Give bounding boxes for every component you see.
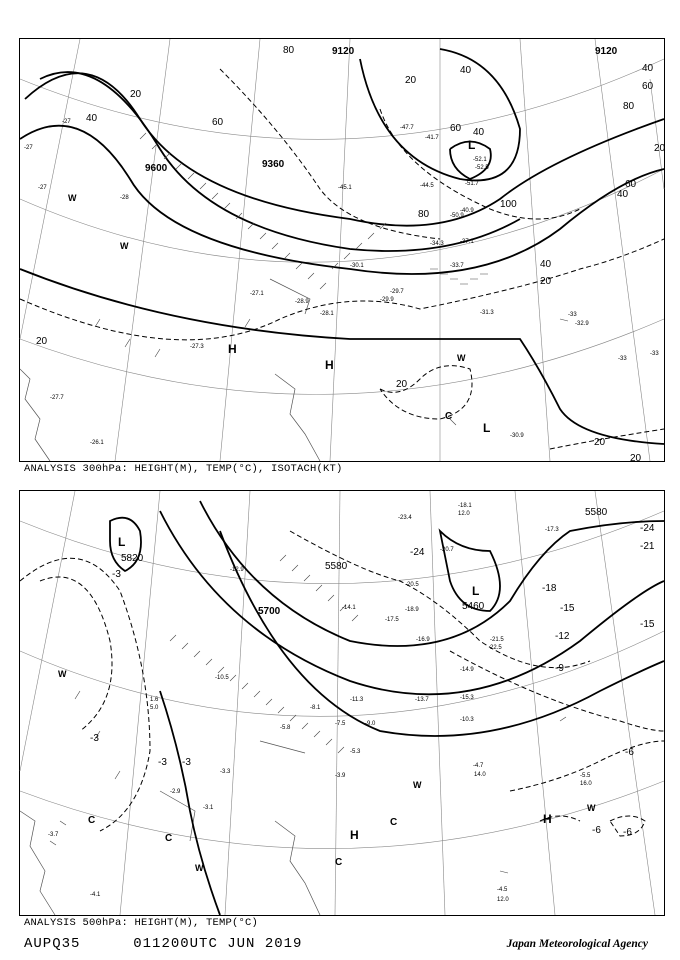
station-value: -45.1	[338, 185, 352, 191]
height-label: 5580	[325, 561, 348, 572]
station-value: -41.7	[425, 135, 439, 141]
station-value: 12.0	[458, 511, 470, 517]
station-value: -3.3	[220, 769, 231, 775]
station-value: -44.5	[420, 183, 434, 189]
station-value: -8.1	[310, 705, 321, 711]
station-value: -10.5	[215, 675, 229, 681]
station-value: -14.1	[342, 605, 356, 611]
high-pressure-marker: H	[228, 342, 237, 356]
station-value: -20.7	[440, 547, 454, 553]
station-value: -29.9	[380, 297, 394, 303]
station-value: -34.3	[430, 241, 444, 247]
station-value: -30.1	[350, 263, 364, 269]
bulletin-code: AUPQ35	[24, 936, 81, 952]
height-label: 9120	[595, 46, 618, 57]
height-labels	[145, 46, 618, 174]
station-value: -12.9	[230, 567, 244, 573]
coastlines	[20, 741, 320, 915]
station-value: -21.5	[490, 637, 504, 643]
high-pressure-marker: H	[325, 358, 334, 372]
isotach-label: 100	[500, 199, 517, 210]
station-value: -5.8	[280, 725, 291, 731]
isotach-contours	[20, 69, 664, 449]
cold-marker: C	[88, 815, 96, 826]
station-value: -52.5	[475, 165, 489, 171]
station-value: -27	[62, 119, 71, 125]
station-values	[24, 119, 659, 446]
isotherm-label: -3	[112, 569, 121, 580]
station-value: -28	[120, 195, 129, 201]
isotach-label: 40	[642, 63, 654, 74]
cold-marker: C	[445, 411, 453, 422]
station-value: -27	[24, 145, 33, 151]
station-value: -52.1	[473, 157, 487, 163]
warm-marker: W	[120, 241, 129, 251]
isotach-label: 20	[405, 75, 417, 86]
isotherm-label: -9	[555, 663, 564, 674]
station-value: -33	[618, 356, 627, 362]
station-value: -37.1	[460, 239, 474, 245]
station-value: -27.1	[250, 291, 264, 297]
station-value: -27.3	[190, 344, 204, 350]
station-value: -47.7	[400, 125, 414, 131]
isotach-label: 80	[623, 101, 635, 112]
warm-marker: W	[68, 193, 77, 203]
station-value: -33	[650, 351, 659, 357]
station-value: -50.9	[450, 213, 464, 219]
height-label: 9120	[332, 46, 355, 57]
isotherm-label: -6	[625, 747, 634, 758]
station-value: -32.9	[575, 321, 589, 327]
wind-barb-field	[50, 555, 566, 873]
isotherm-label: -6	[623, 827, 632, 838]
station-value: -28.1	[320, 311, 334, 317]
height-label: 5460	[462, 601, 485, 612]
isotherm-label: -3	[158, 757, 167, 768]
station-value: 22.5	[490, 645, 502, 651]
station-value: -17.3	[545, 527, 559, 533]
isotach-label: 60	[212, 117, 224, 128]
graticule-meridians	[20, 39, 664, 461]
isotach-label: 20	[630, 453, 642, 464]
warm-marker: W	[58, 669, 67, 679]
high-pressure-marker: H	[350, 828, 359, 842]
isotherm-label: -15	[560, 603, 575, 614]
station-value: -2.9	[170, 789, 181, 795]
station-value: -7.5	[335, 721, 346, 727]
isotach-label: 60	[642, 81, 654, 92]
isotach-label: 20	[594, 437, 606, 448]
station-value: -20.5	[405, 582, 419, 588]
isotherm-label: -21	[640, 541, 655, 552]
agency-name: Japan Meteorological Agency	[506, 938, 648, 950]
isotach-label: 20	[396, 379, 408, 390]
station-value: 16.0	[580, 781, 592, 787]
station-value: -14.9	[460, 667, 474, 673]
map-500hpa	[20, 491, 664, 915]
station-value: -31.3	[480, 310, 494, 316]
station-value: -17.5	[385, 617, 399, 623]
isotach-label: 40	[86, 113, 98, 124]
height-label: 5580	[585, 507, 608, 518]
isotherm-label: -3	[182, 757, 191, 768]
station-value: -3.1	[203, 805, 214, 811]
station-value: -4.5	[497, 887, 508, 893]
warm-marker: W	[413, 780, 422, 790]
bulletin-datetime: 011200UTC JUN 2019	[133, 936, 303, 952]
isotherm-label: -18	[542, 583, 557, 594]
station-value: -9.0	[365, 721, 376, 727]
isotach-label: 60	[450, 123, 462, 134]
isotherm-label: -24	[640, 523, 655, 534]
isotach-label: 20	[36, 336, 48, 347]
station-value: -18.9	[405, 607, 419, 613]
height-label: 9600	[145, 163, 168, 174]
station-value: -33.7	[450, 263, 464, 269]
station-value: -29.7	[390, 289, 404, 295]
isotach-label: 20	[540, 276, 552, 287]
warm-marker: W	[195, 863, 204, 873]
map-300hpa	[20, 39, 666, 464]
station-value: -5.5	[580, 773, 591, 779]
station-value: -26.1	[90, 440, 104, 446]
height-label: 5820	[121, 553, 144, 564]
station-value: -51.7	[465, 181, 479, 187]
isotach-label: 40	[540, 259, 552, 270]
caption-300hpa: ANALYSIS 300hPa: HEIGHT(M), TEMP(°C), ISOTACH(KT)	[24, 463, 343, 475]
isotach-label: 40	[617, 189, 629, 200]
station-value: -27.7	[50, 395, 64, 401]
isotach-label: 20	[654, 143, 666, 154]
isotach-label: 80	[283, 45, 295, 56]
isotach-label: 20	[130, 89, 142, 100]
station-value: -18.1	[458, 503, 472, 509]
station-value: 5.0	[150, 705, 159, 711]
isotach-label: 40	[473, 127, 485, 138]
low-pressure-marker: L	[468, 138, 476, 152]
station-value: -11.3	[350, 697, 364, 703]
map-panel-300hpa	[19, 38, 665, 462]
station-value: -28.9	[295, 299, 309, 305]
map-panel-500hpa	[19, 490, 665, 916]
station-value: -16.9	[416, 637, 430, 643]
station-value: -3.7	[48, 832, 59, 838]
bulletin-header	[24, 936, 302, 952]
height-labels	[121, 507, 608, 617]
station-value: -10.3	[460, 717, 474, 723]
station-value: -40.9	[460, 208, 474, 214]
coastlines	[20, 279, 320, 461]
station-value: 1.6	[150, 697, 159, 703]
high-pressure-marker: H	[543, 812, 552, 826]
station-value: -30.9	[510, 433, 524, 439]
height-contours	[20, 49, 664, 444]
isotherm-label: -12	[555, 631, 570, 642]
station-value: -4.7	[473, 763, 484, 769]
isotach-label: 80	[418, 209, 430, 220]
station-value: 12.0	[497, 897, 509, 903]
low-pressure-marker: L	[483, 421, 491, 435]
station-value: -4.1	[90, 892, 101, 898]
warm-marker: W	[587, 803, 596, 813]
isotherm-label: -3	[90, 733, 99, 744]
height-label: 9360	[262, 159, 285, 170]
caption-500hpa: ANALYSIS 500hPa: HEIGHT(M), TEMP(°C)	[24, 917, 259, 929]
station-value: -23.4	[398, 515, 412, 521]
low-pressure-marker: L	[118, 535, 126, 549]
station-value: -13.7	[415, 697, 429, 703]
low-pressure-marker: L	[472, 584, 480, 598]
station-value: -5.3	[350, 749, 361, 755]
graticule-parallels	[20, 59, 664, 394]
station-value: -33	[568, 312, 577, 318]
station-value: 14.0	[474, 772, 486, 778]
isotherm-label: -15	[640, 619, 655, 630]
cold-marker: C	[335, 857, 343, 868]
station-value: -15.3	[460, 695, 474, 701]
isotach-label: 60	[625, 179, 637, 190]
cold-marker: C	[165, 833, 173, 844]
isotherm-label: -6	[592, 825, 601, 836]
station-value: -27	[38, 185, 47, 191]
height-contours	[110, 501, 664, 915]
height-label: 5700	[258, 606, 281, 617]
isotach-label: 40	[460, 65, 472, 76]
station-value: -3.9	[335, 773, 346, 779]
pressure-systems	[58, 535, 596, 873]
warm-marker: W	[457, 353, 466, 363]
cold-marker: C	[390, 817, 398, 828]
graticule-meridians	[20, 491, 655, 915]
isotherm-label: -24	[410, 547, 425, 558]
